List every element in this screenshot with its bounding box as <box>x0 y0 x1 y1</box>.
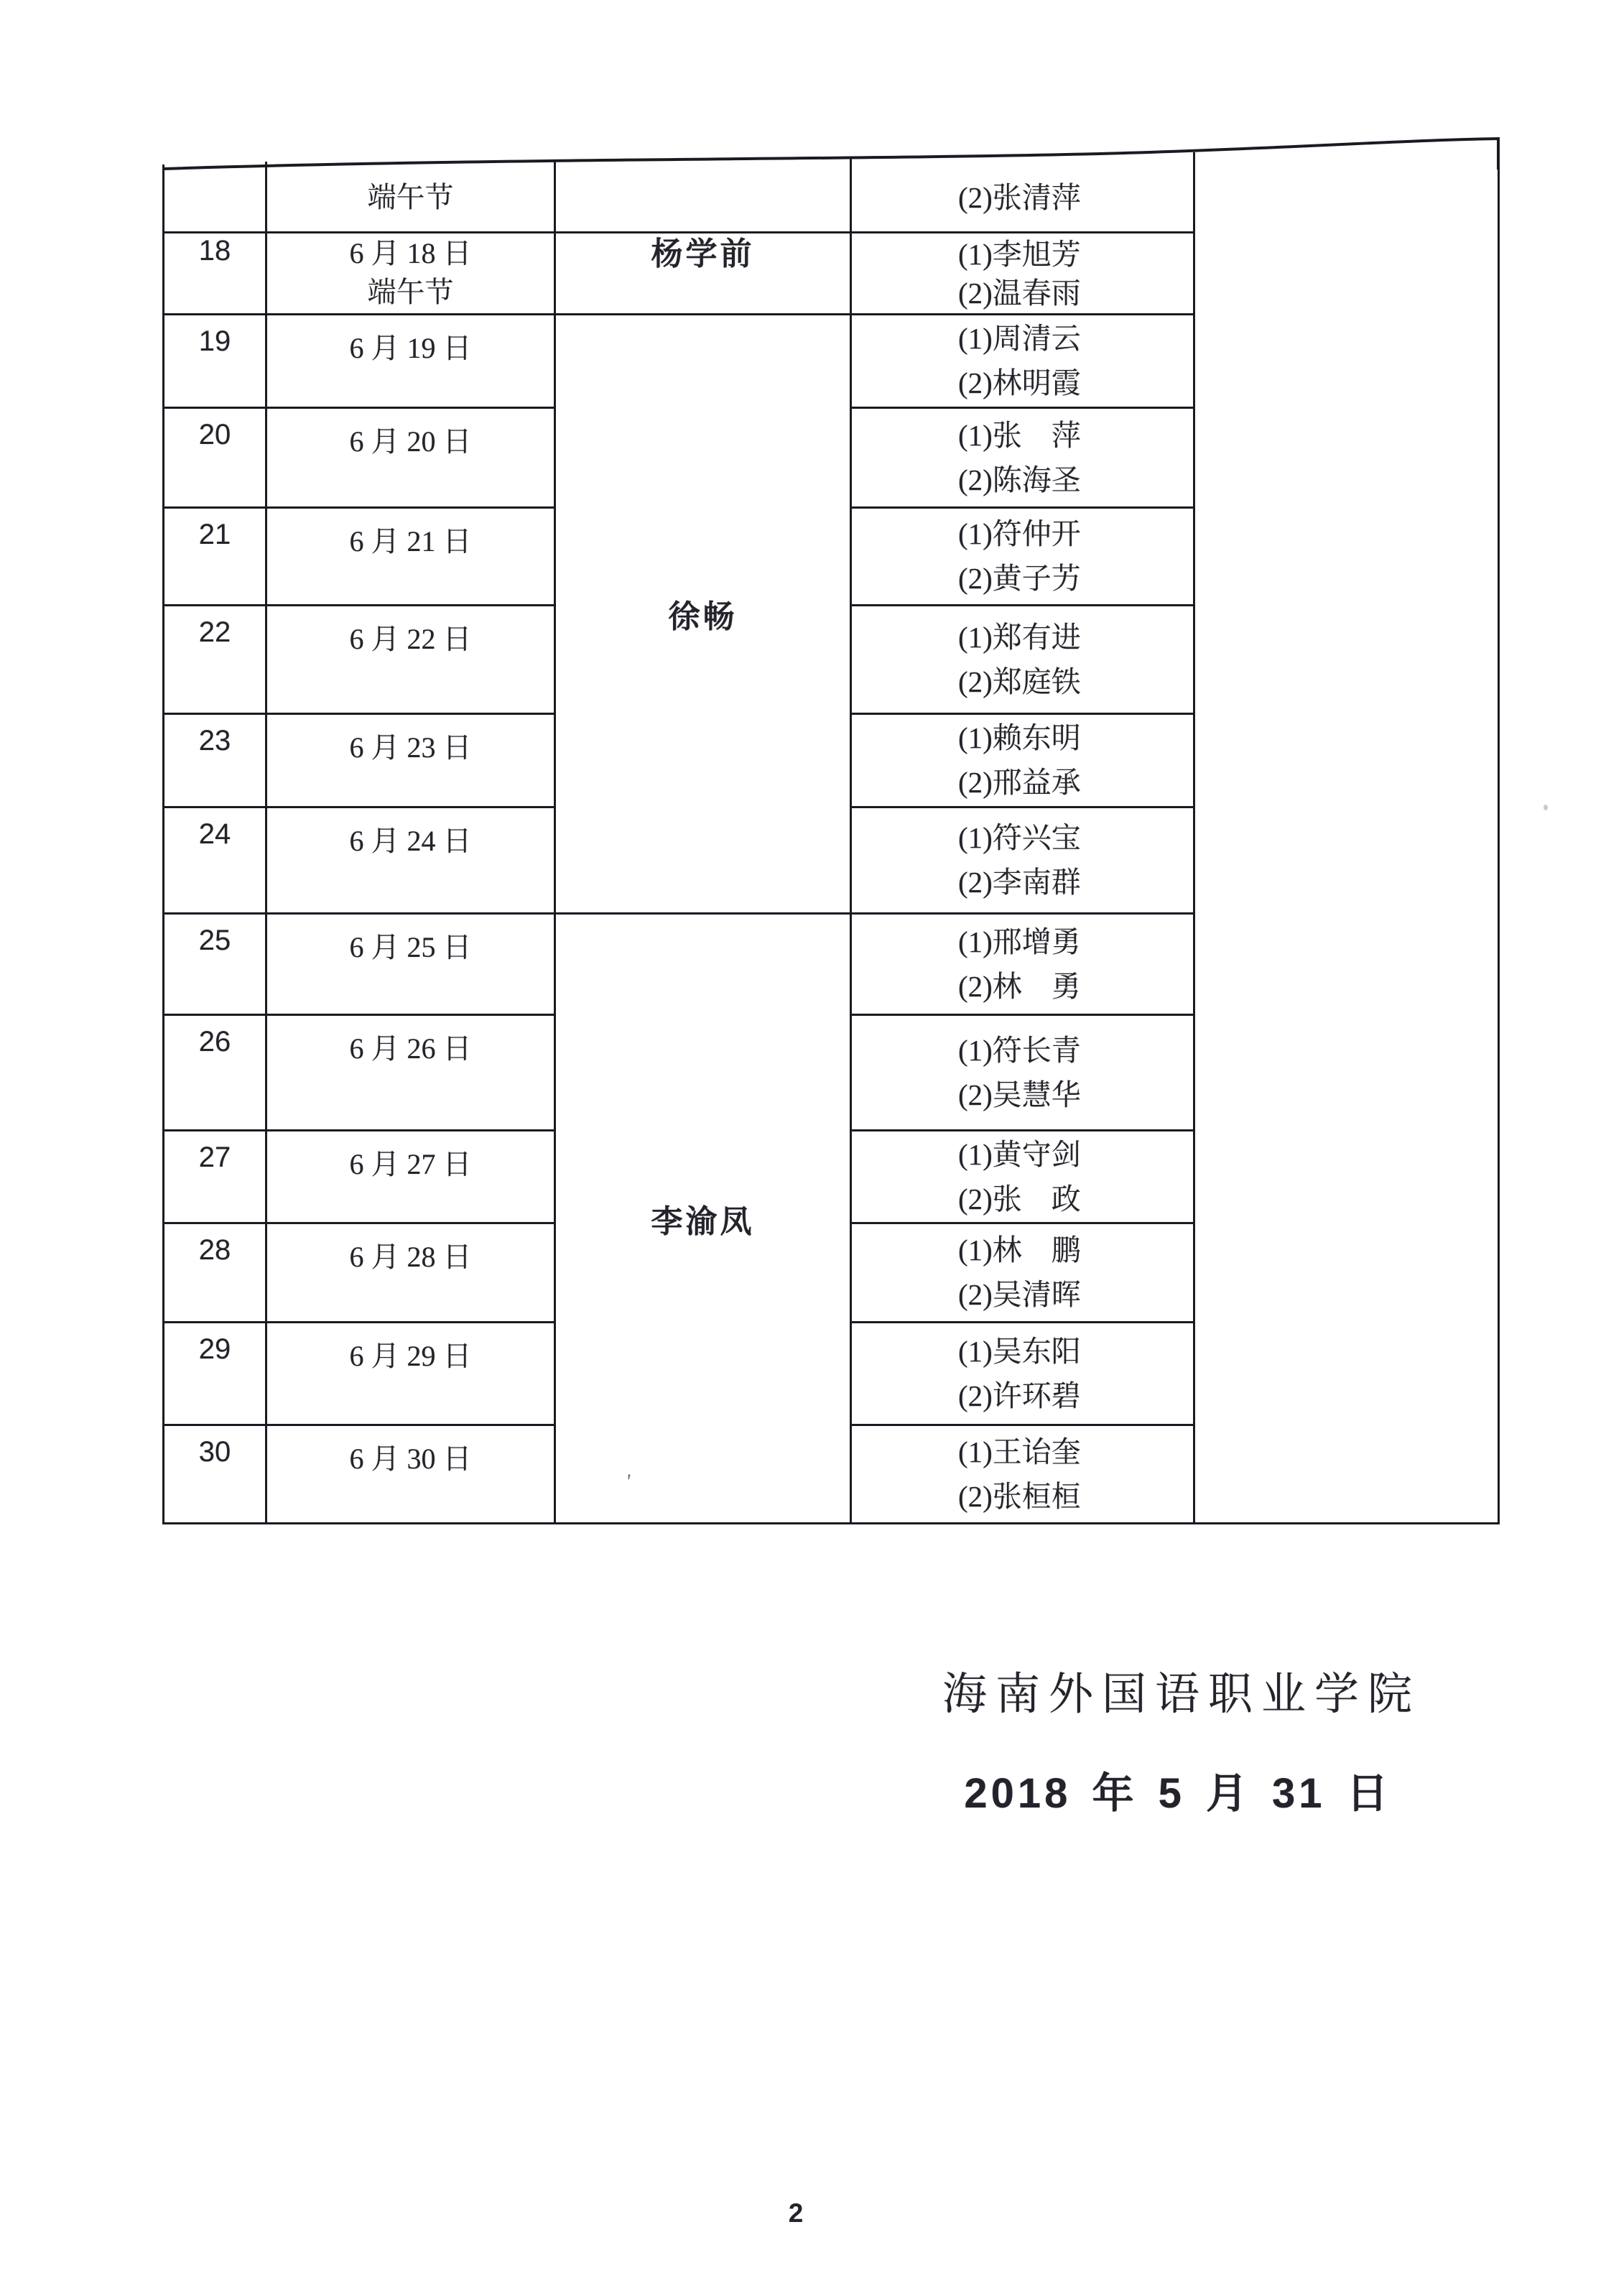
date-cell <box>266 1322 555 1425</box>
holiday-label: 端午节 <box>367 180 454 213</box>
scan-artifact-dot <box>1544 805 1548 810</box>
duty-officer-1: (1)符兴宝 <box>958 821 1081 854</box>
duty-officer-1: (1)郑有进 <box>958 620 1081 654</box>
row-number-cell <box>164 232 266 314</box>
duty-officer-1: (1)周清云 <box>958 322 1081 355</box>
date-label: 6 月 30 日 <box>349 1442 472 1475</box>
leader-cell <box>555 232 851 314</box>
duty-officer-2: (2)张桓桓 <box>958 1479 1081 1513</box>
row-number: 20 <box>198 418 231 450</box>
date-cell <box>266 314 555 407</box>
row-number-cell <box>164 807 266 913</box>
page-number: 2 <box>788 2198 804 2228</box>
leader-cell <box>555 913 851 1523</box>
duty-officer-1: (1)赖东明 <box>958 721 1081 754</box>
date-label: 6 月 20 日 <box>349 425 472 458</box>
scan-artifact-tick: ' <box>624 1469 632 1494</box>
row-number-cell <box>164 1223 266 1322</box>
date-cell <box>266 1014 555 1130</box>
date-cell <box>266 1130 555 1223</box>
duty-officer-2: (2)张清萍 <box>958 181 1081 215</box>
row-number-cell <box>164 1425 266 1523</box>
row-number: 19 <box>198 325 231 357</box>
date-label: 6 月 26 日 <box>349 1032 472 1065</box>
duty-officer-1: (1)符长青 <box>958 1033 1081 1067</box>
duty-officer-2: (2)吴清晖 <box>958 1278 1081 1311</box>
row-number: 22 <box>198 616 231 648</box>
date-label: 6 月 23 日 <box>349 731 472 764</box>
date-cell <box>266 713 555 807</box>
row-number-cell <box>164 165 266 232</box>
duty-officer-2: (2)邢益承 <box>958 766 1081 799</box>
row-number: 29 <box>198 1333 231 1365</box>
row-number-cell <box>164 1014 266 1130</box>
date-label: 6 月 24 日 <box>349 824 472 857</box>
date-label: 6 月 19 日 <box>349 331 472 364</box>
date-cell <box>266 605 555 713</box>
date-cell <box>266 507 555 605</box>
duty-officer-2: (2)林 勇 <box>958 969 1081 1003</box>
row-number-cell <box>164 507 266 605</box>
leader-cell <box>555 314 851 913</box>
date-label: 6 月 25 日 <box>349 930 472 963</box>
row-number-cell <box>164 314 266 407</box>
duty-officer-1: (1)李旭芳 <box>958 237 1081 271</box>
duty-officers-cell <box>851 407 1194 507</box>
holiday-label: 端午节 <box>367 275 454 308</box>
leader-name: 李渝凤 <box>651 1203 755 1239</box>
duty-officer-1: (1)邢增勇 <box>958 925 1081 958</box>
duty-officer-1: (1)林 鹏 <box>958 1233 1081 1267</box>
row-number-cell <box>164 713 266 807</box>
duty-officers-cell <box>851 1322 1194 1425</box>
duty-officers-cell <box>851 713 1194 807</box>
row-number: 21 <box>198 518 231 550</box>
notes-column-cell <box>1194 165 1499 1523</box>
duty-officer-1: (1)黄守剑 <box>958 1137 1081 1171</box>
row-number: 24 <box>198 818 231 850</box>
duty-officer-2: (2)温春雨 <box>958 276 1081 310</box>
duty-officer-2: (2)吴慧华 <box>958 1078 1081 1111</box>
row-number: 25 <box>198 924 231 956</box>
date-cell <box>266 913 555 1014</box>
leader-name: 杨学前 <box>651 236 755 272</box>
date-label: 6 月 22 日 <box>349 622 472 655</box>
duty-officer-2: (2)许环碧 <box>958 1379 1081 1412</box>
row-number: 18 <box>198 234 231 267</box>
duty-officers-cell <box>851 1425 1194 1523</box>
row-number: 23 <box>198 724 231 756</box>
date-cell <box>266 1223 555 1322</box>
duty-officer-2: (2)郑庭铁 <box>958 665 1081 698</box>
date-cell <box>266 232 555 314</box>
duty-officer-2: (2)张 政 <box>958 1182 1081 1216</box>
date-label: 6 月 29 日 <box>349 1339 472 1372</box>
duty-officers-cell <box>851 507 1194 605</box>
date-cell <box>266 165 555 232</box>
duty-schedule-table <box>162 165 1500 1524</box>
row-number: 27 <box>198 1141 231 1173</box>
duty-officer-1: (1)符仲开 <box>958 517 1081 550</box>
table-row-carryover <box>164 165 1499 232</box>
row-number: 28 <box>198 1233 231 1266</box>
duty-officer-2: (2)李南群 <box>958 866 1081 899</box>
date-label: 6 月 28 日 <box>349 1240 472 1273</box>
duty-officers-cell <box>851 1014 1194 1130</box>
duty-officers-cell <box>851 314 1194 407</box>
date-label: 6 月 21 日 <box>349 524 472 557</box>
leader-name: 徐畅 <box>668 599 738 634</box>
row-number: 30 <box>198 1435 231 1468</box>
date-cell <box>266 807 555 913</box>
date-label: 6 月 27 日 <box>349 1147 472 1180</box>
duty-officers-cell <box>851 1130 1194 1223</box>
duty-officers-cell <box>851 165 1194 232</box>
duty-officers-cell <box>851 913 1194 1014</box>
row-number-cell <box>164 1322 266 1425</box>
row-number-cell <box>164 913 266 1014</box>
row-number-cell <box>164 407 266 507</box>
leader-cell-empty <box>555 165 851 232</box>
duty-officers-cell <box>851 1223 1194 1322</box>
duty-officer-2: (2)黄子艻 <box>958 562 1081 595</box>
duty-officers-cell <box>851 807 1194 913</box>
row-number-cell <box>164 605 266 713</box>
date-label: 6 月 18 日 <box>349 236 472 269</box>
duty-officers-cell <box>851 232 1194 314</box>
date-cell <box>266 407 555 507</box>
duty-officer-1: (1)吴东阳 <box>958 1334 1081 1368</box>
duty-officers-cell <box>851 605 1194 713</box>
duty-officer-2: (2)林明霞 <box>958 366 1081 399</box>
footer-institution: 海南外国语职业学院 <box>942 1670 1421 1719</box>
duty-officer-1: (1)王诒奎 <box>958 1435 1081 1468</box>
duty-officer-1: (1)张 萍 <box>958 418 1081 452</box>
date-cell <box>266 1425 555 1523</box>
duty-officer-2: (2)陈海圣 <box>958 463 1081 496</box>
footer-date: 2018 年 5 月 31 日 <box>964 1770 1392 1817</box>
row-number-cell <box>164 1130 266 1223</box>
row-number: 26 <box>198 1025 231 1057</box>
